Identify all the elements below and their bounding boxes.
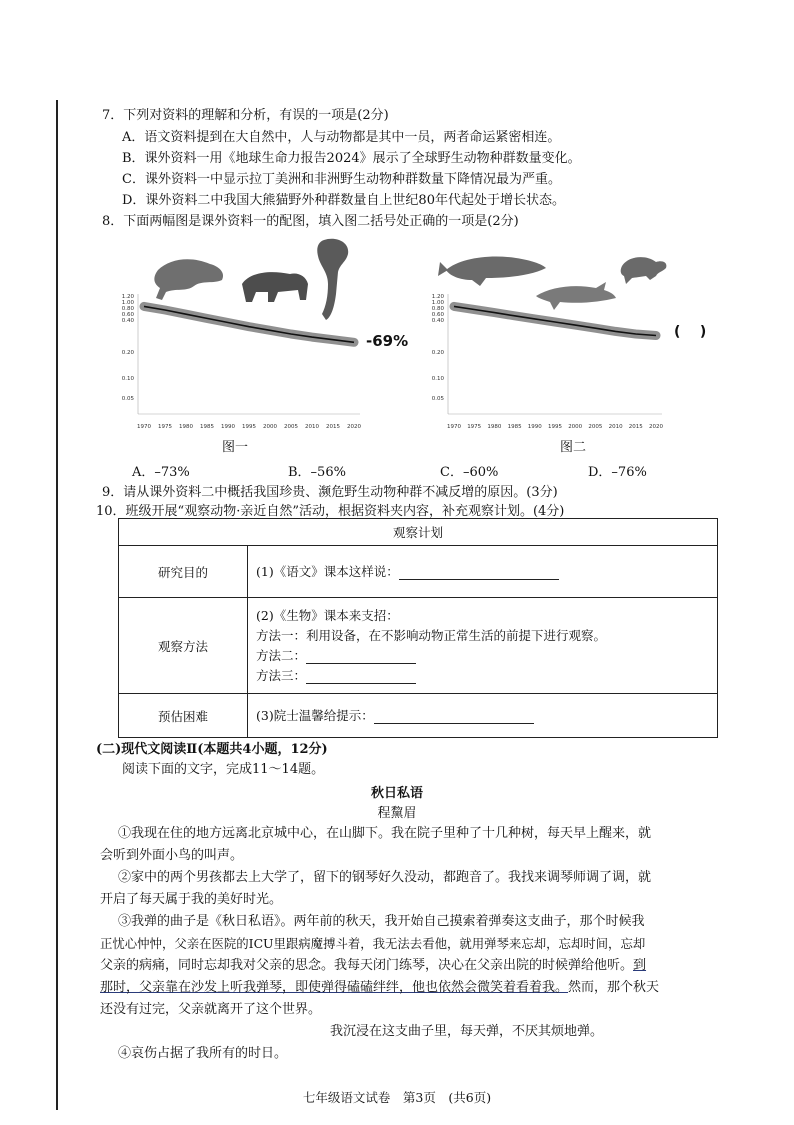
y-tick-label: 0.40 (431, 318, 444, 324)
paragraph-1-line-2: 会听到外面小鸟的叫声。 (100, 848, 244, 863)
y-tick-label: 0.05 (121, 396, 134, 402)
x-tick-label: 2010 (305, 424, 319, 430)
x-tick-label: 1975 (158, 424, 172, 430)
paragraph-3-line-6: 我沉浸在这支曲子里，每天弹，不厌其烦地弹。 (330, 1024, 604, 1039)
x-tick-label: 1980 (487, 424, 502, 430)
paragraph-3-line-5: 还没有过完，父亲就离开了这个世界。 (100, 1002, 322, 1017)
underlined-sentence-start: 到 (633, 958, 647, 973)
article-title: 秋日私语 (370, 786, 423, 801)
turtle-icon (621, 257, 667, 284)
plan-purpose-text: (1)《语文》课本这样说： (256, 563, 399, 579)
paragraph-2-line-2: 开启了每天属于我的美好时光。 (100, 892, 283, 907)
x-tick-label: 2000 (263, 424, 277, 430)
y-tick-label: 0.80 (431, 306, 444, 312)
whale-icon (438, 257, 546, 287)
underlined-sentence: 那时，父亲靠在沙发上听我弹琴，即使弹得磕磕绊绊，他也依然会微笑着看着我。 (100, 980, 569, 995)
y-tick-label: 0.60 (431, 312, 444, 318)
y-tick-label: 0.05 (431, 396, 444, 402)
x-tick-label: 1970 (447, 424, 461, 430)
x-tick-label: 1995 (242, 424, 256, 430)
plan-row-purpose-cell (248, 546, 718, 598)
q8-option-a: A．–73% (132, 465, 190, 480)
x-tick-label: 2010 (608, 424, 623, 430)
q10-stem: 10．班级开展“观察动物·亲近自然”活动，根据资料夹内容，补充观察计划。(4分) (96, 504, 565, 519)
x-tick-label: 2000 (568, 424, 583, 430)
y-tick-label: 0.20 (431, 350, 444, 356)
article-author: 程黧眉 (377, 806, 417, 821)
chart-figure-1 (110, 236, 410, 456)
q8-option-d: D．–76% (588, 465, 647, 480)
paragraph-3-line-3-text: 父亲的病痛，同时忘却我对父亲的思念。我每天闭门练琴，决心在父亲出院的时候弹给他听。 (100, 958, 634, 973)
x-tick-label: 1975 (467, 424, 482, 430)
lizard-icon (154, 259, 223, 300)
paragraph-1-line-1: ①我现在住的地方远离北京城中心，在山脚下。我在院子里种了十几种树，每天早上醒来，就 (118, 826, 652, 841)
monkey-icon (317, 239, 348, 320)
q7-option-a: A．语文资料提到在大自然中，人与动物都是其中一员，两者命运紧密相连。 (122, 130, 561, 145)
y-tick-label: 0.20 (121, 350, 134, 356)
chart-1-annotation: -69% (366, 332, 409, 350)
paragraph-3-line-3 (100, 958, 646, 974)
q8-stem: 8．下面两幅图是课外资料一的配图，填入图二括号处正确的一项是(2分) (102, 214, 519, 229)
answer-blank[interactable] (306, 671, 416, 684)
chart-1-title: 图一 (222, 440, 249, 455)
x-tick-label: 2005 (588, 424, 603, 430)
paragraph-3-line-4-tail: 然而，那个秋天 (568, 980, 660, 995)
y-tick-label: 0.10 (431, 376, 444, 382)
y-tick-label: 0.60 (121, 312, 134, 318)
plan-method-line-2: 方法一：利用设备，在不影响动物正常生活的前提下进行观察。 (256, 627, 607, 643)
chart-2-title: 图二 (560, 440, 587, 455)
x-tick-label: 1990 (221, 424, 235, 430)
shark-icon (536, 282, 616, 310)
y-tick-label: 0.10 (121, 376, 134, 382)
x-tick-label: 2015 (326, 424, 340, 430)
x-tick-label: 1985 (200, 424, 214, 430)
y-tick-label: 1.20 (431, 294, 444, 300)
page-footer: 七年级语文试卷 第3页 (共6页) (302, 1090, 492, 1105)
plan-row-method-label: 观察方法 (119, 598, 248, 694)
chart-figure-2 (420, 236, 720, 456)
paragraph-3-line-4 (100, 980, 659, 996)
q7-stem: 7．下列对资料的理解和分析，有误的一项是(2分) (102, 108, 389, 123)
x-tick-label: 1985 (507, 424, 522, 430)
plan-difficulty-text: (3)院士温馨给提示： (256, 707, 374, 723)
plan-row-difficulty-label: 预估困难 (119, 694, 248, 738)
y-tick-label: 0.40 (121, 318, 134, 324)
x-tick-label: 2020 (347, 424, 361, 430)
q7-option-c: C．课外资料一中显示拉丁美洲和非洲野生动物种群数量下降情况最为严重。 (122, 172, 561, 187)
plan-row-purpose-label: 研究目的 (119, 546, 248, 598)
answer-blank[interactable] (306, 651, 416, 664)
paragraph-2-line-1: ②家中的两个男孩都去上大学了，留下的钢琴好久没动，都跑音了。我找来调琴师调了调，就 (118, 870, 652, 885)
paragraph-3-line-1: ③我弹的曲子是《秋日私语》。两年前的秋天，我开始自己摸索着弹奏这支曲子，那个时候我 (118, 914, 645, 929)
q7-option-b: B．课外资料一用《地球生命力报告2024》展示了全球野生动物种群数量变化。 (122, 151, 581, 166)
observation-plan-table (118, 518, 718, 738)
x-tick-label: 1995 (548, 424, 562, 430)
x-tick-label: 2020 (649, 424, 663, 430)
q7-option-d: D．课外资料二中我国大熊猫野外种群数量自上世纪80年代起处于增长状态。 (122, 193, 565, 208)
q8-option-b: B．–56% (288, 465, 346, 480)
chart-2-annotation: ( ) (674, 324, 707, 340)
x-tick-label: 1970 (137, 424, 151, 430)
section-2-instruction: 阅读下面的文字，完成11～14题。 (122, 762, 325, 777)
y-tick-label: 1.00 (431, 300, 444, 306)
cat-icon (242, 272, 308, 302)
plan-header: 观察计划 (119, 519, 718, 546)
paragraph-3-line-2: 正忧心忡忡，父亲在医院的ICU里跟病魔搏斗着，我无法去看他，就用弹琴来忘却，忘却时间，忘却 (100, 936, 646, 951)
x-tick-label: 2015 (628, 424, 643, 430)
q8-option-c: C．–60% (440, 465, 499, 480)
x-tick-label: 2005 (284, 424, 298, 430)
paragraph-4-line-1: ④哀伤占据了我所有的时日。 (118, 1046, 288, 1061)
plan-method-line-3: 方法二： (256, 647, 307, 663)
y-tick-label: 1.20 (121, 294, 134, 300)
binding-margin-line (56, 100, 58, 1110)
x-tick-label: 1990 (527, 424, 542, 430)
plan-method-line-1: (2)《生物》课本来支招： (256, 607, 399, 623)
answer-blank[interactable] (374, 711, 534, 724)
y-tick-label: 0.80 (121, 306, 134, 312)
y-tick-label: 1.00 (121, 300, 134, 306)
section-2-heading: (二)现代文阅读Ⅱ(本题共4小题，12分) (96, 742, 328, 757)
answer-blank[interactable] (399, 567, 559, 580)
plan-row-method-cell (248, 598, 718, 694)
q9-stem: 9．请从课外资料二中概括我国珍贵、濒危野生动物种群不减反增的原因。(3分) (102, 485, 558, 500)
plan-row-difficulty-cell (248, 694, 718, 738)
x-tick-label: 1980 (179, 424, 193, 430)
plan-method-line-4: 方法三： (256, 667, 307, 683)
